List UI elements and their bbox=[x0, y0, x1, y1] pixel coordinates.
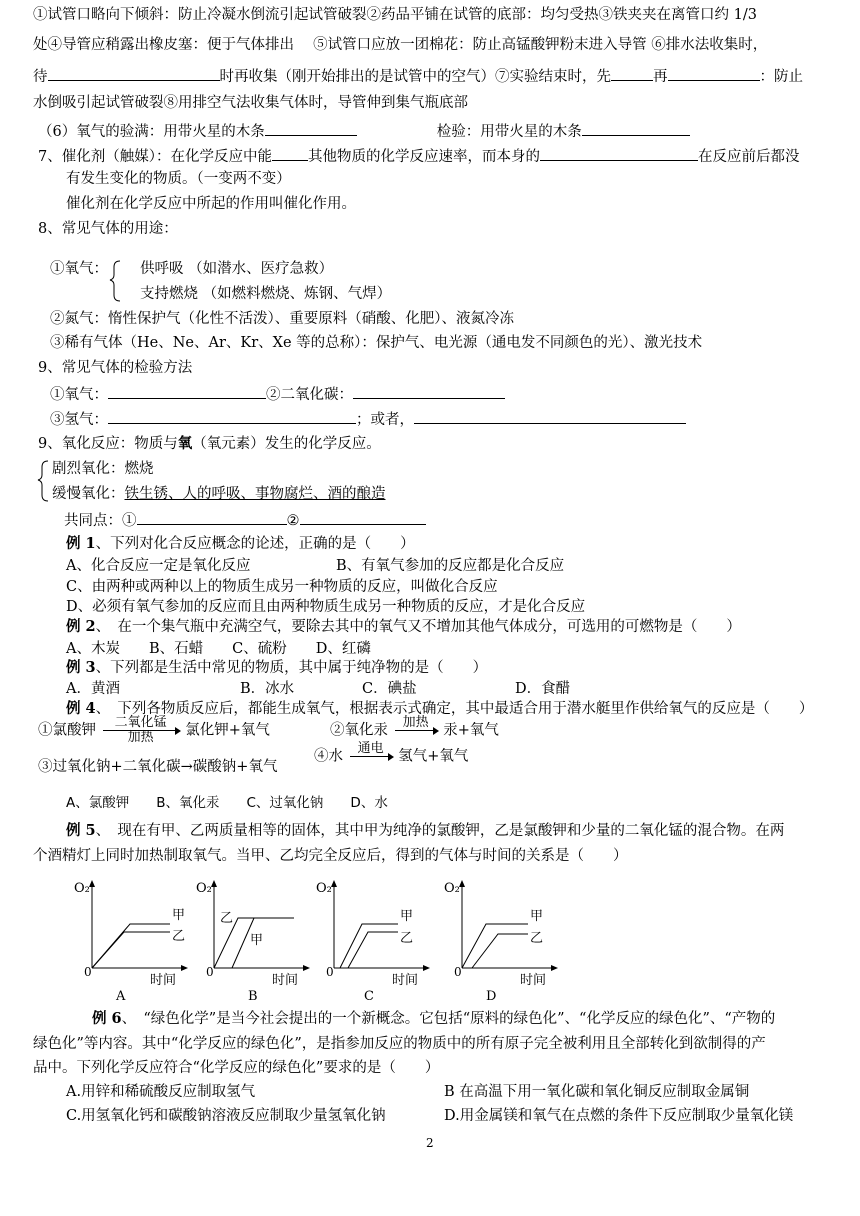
text-line bbox=[50, 409, 686, 429]
question-2 bbox=[66, 618, 741, 636]
series-label-2: 乙 bbox=[400, 931, 414, 946]
question-number: 例 2 bbox=[66, 618, 96, 635]
x-axis-label: 时间 bbox=[392, 973, 419, 988]
question-text: 、 在一个集气瓶中充满空气，要除去其中的氧气又不增加其他气体成分，可选用的可燃物是（ ） bbox=[95, 619, 741, 635]
option-a: A、化合反应一定是氧化反应 bbox=[66, 558, 251, 574]
text: ①氧气： bbox=[50, 387, 108, 403]
text: 其他物质的化学反应速率，而本身的 bbox=[307, 149, 540, 165]
series-label-2: 乙 bbox=[530, 931, 544, 946]
question-number: 例 4 bbox=[66, 700, 96, 717]
text-line: 有发生变化的物质。（一变两不变） bbox=[66, 171, 291, 187]
text-line bbox=[50, 384, 505, 404]
option-c: C.用氢氧化钙和碳酸钠溶液反应制取少量氢氧化钠 bbox=[66, 1108, 386, 1124]
text-line bbox=[33, 66, 803, 86]
option-b: B、有氧气参加的反应都是化合反应 bbox=[336, 558, 565, 574]
x-axis-label: 时间 bbox=[150, 973, 177, 988]
option-b: B．冰水 bbox=[240, 681, 295, 697]
option-d: D、必须有氧气参加的反应而且由两种物质生成另一种物质的反应，才是化合反应 bbox=[66, 599, 586, 615]
option-c: C、由两种或两种以上的物质生成另一种物质的反应，叫做化合反应 bbox=[66, 579, 498, 595]
text: ；或者， bbox=[356, 412, 414, 428]
option-label: B bbox=[248, 989, 258, 1002]
series-label-1: 甲 bbox=[530, 909, 544, 924]
text: 再 bbox=[653, 69, 668, 85]
text: ②二氧化碳： bbox=[266, 387, 353, 403]
text: 检验：用带火星的木条 bbox=[436, 124, 582, 140]
question-text: 、下列都是生活中常见的物质，其中属于纯净物的是（ ） bbox=[95, 660, 488, 676]
text: 共同点：① bbox=[64, 513, 137, 529]
y-axis-label: O₂ bbox=[316, 881, 332, 896]
series-label-1: 甲 bbox=[172, 908, 186, 923]
reaction-arrow bbox=[395, 716, 437, 745]
text: 铁生锈、人的呼吸、事物腐烂、酒的酿造 bbox=[124, 486, 386, 502]
question-text: 、下列对化合反应概念的论述，正确的是（ ） bbox=[95, 536, 415, 552]
option-c: C．碘盐 bbox=[362, 681, 417, 697]
option-label: D bbox=[486, 989, 497, 1002]
option-label: C bbox=[364, 989, 374, 1002]
series-line-yi bbox=[472, 934, 528, 968]
page-number: 2 bbox=[426, 1136, 434, 1150]
text-line: 9、常见气体的检验方法 bbox=[38, 360, 193, 376]
reaction-1 bbox=[38, 716, 270, 745]
text: 待 bbox=[33, 69, 48, 85]
blank bbox=[108, 384, 266, 399]
reactant: ④水 bbox=[314, 748, 343, 765]
graph-a bbox=[70, 872, 190, 1002]
option-a: A.用锌和稀硫酸反应制取氢气 bbox=[66, 1084, 256, 1100]
text-line: 催化剂在化学反应中所起的作用叫催化作用。 bbox=[66, 196, 356, 212]
blank bbox=[300, 510, 426, 525]
text: （6）氧气的验满：用带火星的木条 bbox=[38, 124, 265, 140]
text-line: 剧烈氧化：燃烧 bbox=[52, 461, 154, 477]
arrow-top-label: 加热 bbox=[402, 715, 429, 730]
series-line-jia bbox=[462, 924, 528, 968]
text-line: 水倒吸引起试管破裂⑧用排空气法收集气体时，导管伸到集气瓶底部 bbox=[33, 95, 468, 111]
blank bbox=[611, 66, 653, 81]
text-line: 供呼吸 （如潜水、医疗急救） bbox=[140, 261, 334, 277]
option-b: B 在高温下用一氧化碳和氧化铜反应制取金属铜 bbox=[444, 1084, 750, 1100]
question-1 bbox=[66, 535, 415, 553]
text-line bbox=[52, 485, 386, 503]
x-axis-label: 时间 bbox=[520, 973, 547, 988]
blank bbox=[48, 66, 220, 81]
text-line: 8、常见气体的用途： bbox=[38, 221, 178, 237]
reaction-3: ③过氧化钠+二氧化碳→碳酸钠+氧气 bbox=[38, 759, 278, 775]
text: 9、氧化反应：物质与 bbox=[38, 436, 178, 452]
arrow-bottom-label: 加热 bbox=[127, 730, 154, 745]
text: 时再收集（刚开始排出的是试管中的空气）⑦实验结束时，先 bbox=[219, 69, 611, 85]
text-line bbox=[38, 146, 799, 166]
product: 汞+氧气 bbox=[443, 722, 499, 739]
graph-d bbox=[440, 872, 560, 1002]
question-number: 例 1 bbox=[66, 535, 96, 552]
question-text: 、 “绿色化学”是当今社会提出的一个新概念。它包括“原料的绿色化”、“化学反应的绿色化”、“产物的 bbox=[121, 1011, 776, 1027]
blank bbox=[668, 66, 760, 81]
y-axis-label: O₂ bbox=[444, 881, 460, 896]
question-number: 例 5 bbox=[66, 822, 96, 839]
question-5 bbox=[66, 822, 784, 840]
blank bbox=[265, 121, 357, 136]
text: 缓慢氧化： bbox=[52, 486, 125, 502]
blank bbox=[414, 409, 686, 424]
option-label: A bbox=[116, 989, 126, 1002]
options: A、木炭 B、石蜡 C、硫粉 D、红磷 bbox=[66, 641, 371, 657]
graph-c bbox=[312, 872, 432, 1002]
series-line-jia bbox=[92, 924, 170, 968]
text: ② bbox=[286, 513, 300, 529]
reaction-arrow bbox=[103, 716, 179, 745]
question-number: 例 6 bbox=[92, 1010, 122, 1027]
x-axis-label: 时间 bbox=[272, 973, 299, 988]
text-line: 处④导管应稍露出橡皮塞：便于气体排出 ⑤试管口应放一团棉花：防止高锰酸钾粉末进入导管 ⑥排水法收集时， bbox=[33, 37, 768, 53]
blank bbox=[540, 146, 698, 161]
blank bbox=[137, 510, 287, 525]
question-6 bbox=[92, 1010, 775, 1028]
y-axis-label: O₂ bbox=[196, 881, 212, 896]
text-line bbox=[38, 435, 381, 453]
text-line bbox=[64, 510, 426, 530]
text: ：防止 bbox=[759, 69, 803, 85]
reaction-arrow bbox=[350, 742, 392, 771]
blank bbox=[272, 146, 308, 161]
series-label-2: 甲 bbox=[250, 933, 264, 948]
question-text: 个酒精灯上同时加热制取氧气。当甲、乙均完全反应后，得到的气体与时间的关系是（ ） bbox=[33, 848, 628, 864]
brace-icon bbox=[108, 259, 124, 303]
text-line: 支持燃烧 （如燃料燃烧、炼钢、气焊） bbox=[140, 286, 392, 302]
origin-label: 0 bbox=[326, 965, 334, 979]
question-number: 例 3 bbox=[66, 659, 96, 676]
blank bbox=[353, 384, 505, 399]
origin-label: 0 bbox=[206, 965, 214, 979]
text-line: ①氧气： bbox=[50, 261, 108, 277]
text: 在反应前后都没 bbox=[697, 149, 800, 165]
reactant: ②氧化汞 bbox=[330, 722, 388, 739]
question-text: 、 下列各物质反应后，都能生成氧气，根据表示式确定，其中最适合用于潜水艇里作供给氧气的反应是（ ） bbox=[95, 701, 814, 717]
options: A、氯酸钾 B、氧化汞 C、过氧化钠 D、水 bbox=[66, 795, 388, 811]
arrow-top-label: 通电 bbox=[357, 741, 384, 756]
blank bbox=[108, 409, 356, 424]
y-axis-label: O₂ bbox=[74, 881, 90, 896]
option-a: A．黄酒 bbox=[66, 681, 120, 697]
text-line: ③稀有气体（He、Ne、Ar、Kr、Xe 等的总称）：保护气、电光源（通电发不同颜色的光）、激光技术 bbox=[50, 335, 703, 351]
product: 氢气+氧气 bbox=[398, 748, 469, 765]
option-d: D.用金属镁和氧气在点燃的条件下反应制取少量氧化镁 bbox=[444, 1108, 794, 1124]
series-label-1: 乙 bbox=[220, 911, 234, 926]
arrow-top-label: 二氧化锰 bbox=[114, 715, 167, 730]
question-text: 品中。下列化学反应符合“化学反应的绿色化”要求的是（ ） bbox=[33, 1060, 440, 1076]
series-label-1: 甲 bbox=[400, 909, 414, 924]
blank bbox=[582, 121, 690, 136]
text-line: ②氮气：惰性保护气（化性不活泼）、重要原料（硝酸、化肥）、液氮冷冻 bbox=[50, 311, 514, 327]
text: 7、催化剂（触媒）：在化学反应中能 bbox=[38, 149, 272, 165]
origin-label: 0 bbox=[454, 965, 462, 979]
text: ③氢气： bbox=[50, 412, 108, 428]
brace-icon bbox=[36, 459, 52, 503]
question-text: 绿色化”等内容。其中“化学反应的绿色化”，是指参加反应的物质中的所有原子完全被利用且全部转化到欲制得的产 bbox=[33, 1036, 766, 1052]
question-3 bbox=[66, 659, 487, 677]
reaction-2 bbox=[330, 716, 499, 745]
question-text: 、 现在有甲、乙两质量相等的固体，其中甲为纯净的氯酸钾，乙是氯酸钾和少量的二氧化锰的混合物。在两 bbox=[95, 823, 785, 839]
text-line bbox=[38, 121, 690, 141]
graph-b bbox=[192, 872, 312, 1002]
option-d: D．食醋 bbox=[515, 681, 571, 697]
series-line-yi bbox=[92, 932, 170, 968]
series-line-jia bbox=[340, 924, 398, 968]
text: 氧 bbox=[177, 435, 193, 452]
series-label-2: 乙 bbox=[172, 929, 186, 944]
product: 氯化钾+氧气 bbox=[185, 722, 270, 739]
origin-label: 0 bbox=[84, 965, 92, 979]
text-line: ①试管口略向下倾斜：防止冷凝水倒流引起试管破裂②药品平铺在试管的底部：均匀受热③铁夹夹在离管口约 1/3 bbox=[33, 7, 757, 23]
reaction-4 bbox=[314, 742, 468, 771]
reactant: ①氯酸钾 bbox=[38, 722, 96, 739]
text: （氧元素）发生的化学反应。 bbox=[192, 436, 381, 452]
